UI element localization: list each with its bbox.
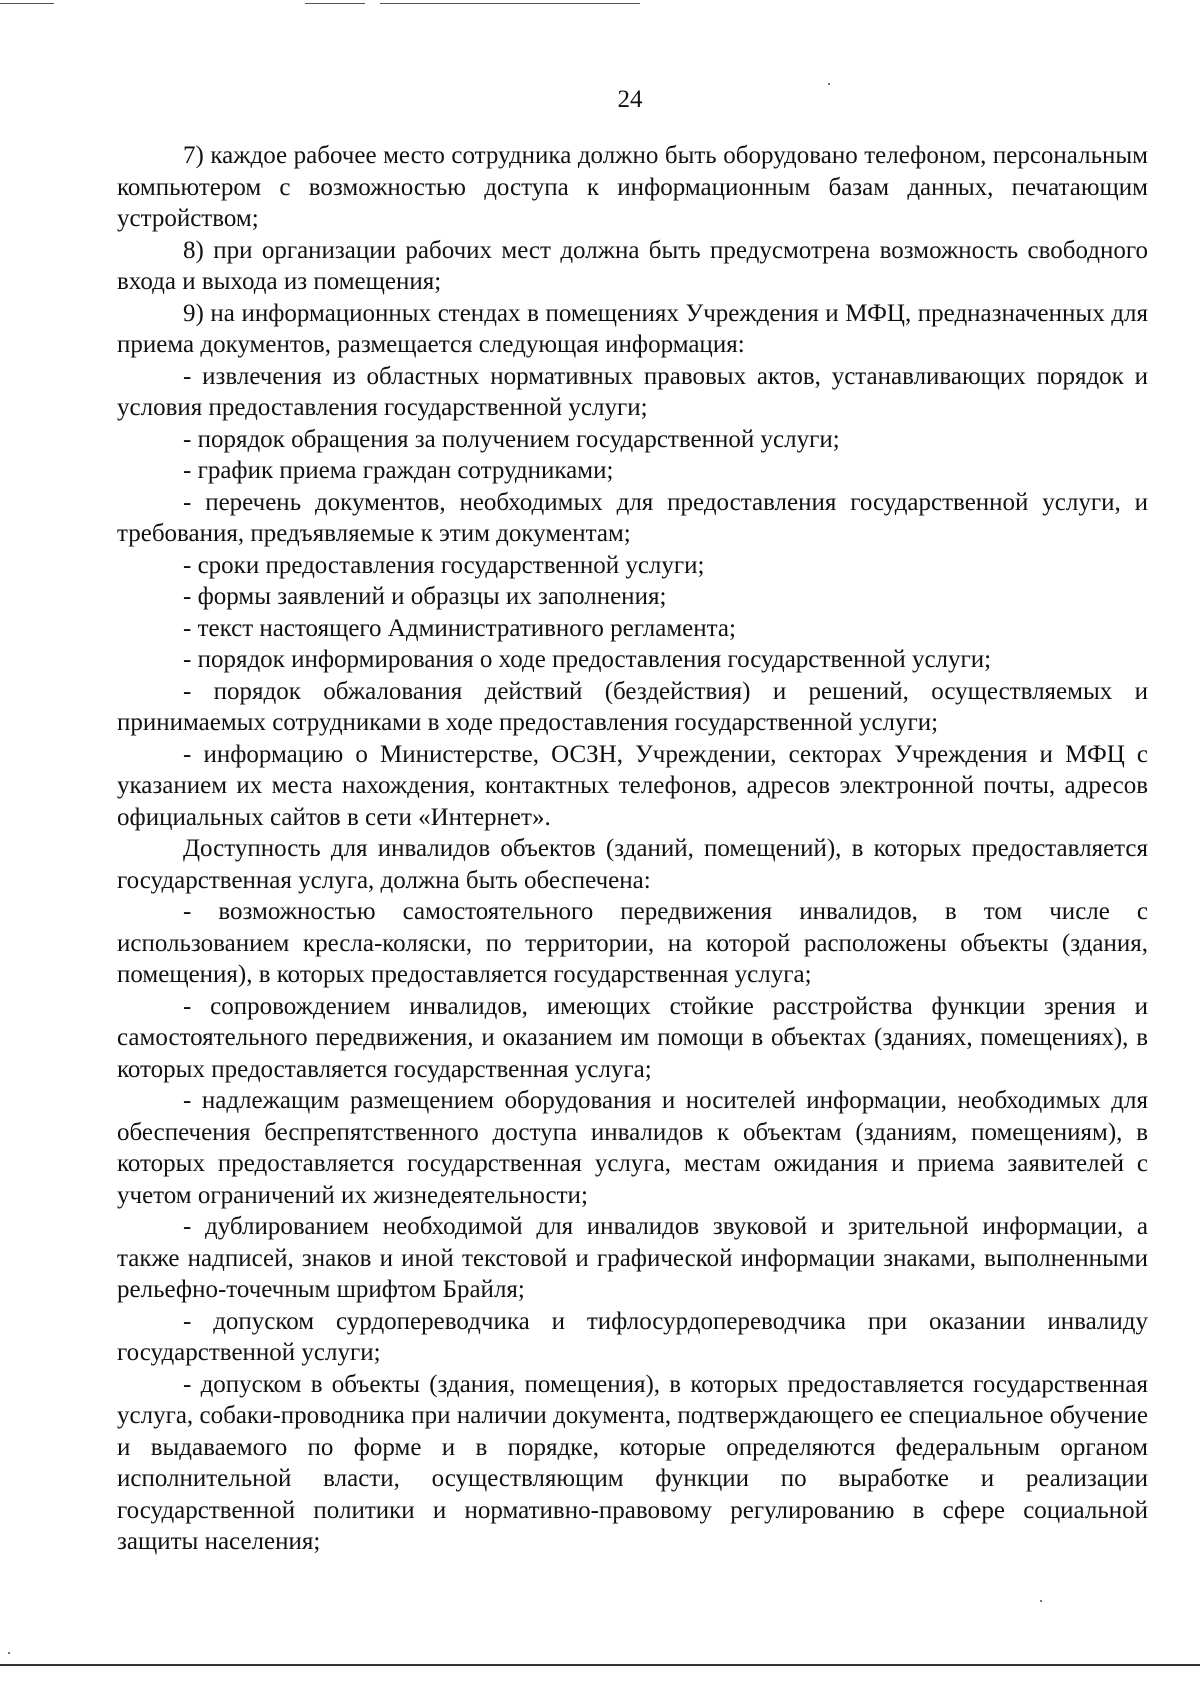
page-number: 24 <box>617 86 643 113</box>
list-item: - допуском сурдопереводчика и тифлосурдопереводчика при оказании инвалиду государственной услуги; <box>117 1307 1148 1366</box>
list-item: - перечень документов, необходимых для предоставления государственной услуги, и требования, предъявляемые к этим документам; <box>117 488 1148 547</box>
list-item: - порядок обращения за получением государственной услуги; <box>183 425 840 453</box>
scan-bottom-edge <box>0 1664 1200 1666</box>
scan-edge-line <box>380 3 640 4</box>
list-item: - надлежащим размещением оборудования и носителей информации, необходимых для обеспечения беспрепятственного доступа инвалидов к объектам (зданиям, помещениям), в которых предоставляется государственная услуга, местам ожидания и приема заявителей с учетом ограничений их жизнедеятельности; <box>117 1087 1148 1209</box>
scan-speck <box>8 1652 10 1654</box>
document-body <box>117 140 1148 1558</box>
paragraph: 9) на информационных стендах в помещениях Учреждения и МФЦ, предназначенных для приема документов, размещается следующая информация: <box>117 299 1148 358</box>
scan-speck <box>1040 1600 1042 1602</box>
paragraph: 7) каждое рабочее место сотрудника должно быть оборудовано телефоном, персональным компьютером с возможностью доступа к информационным базам данных, печатающим устройством; <box>117 142 1148 232</box>
list-item: - возможностью самостоятельного передвижения инвалидов, в том числе с использованием кресла-коляски, по территории, на которой расположены объекты (здания, помещения), в которых предоставляется государственная услуга; <box>117 898 1148 988</box>
scan-edge-line <box>0 3 54 4</box>
list-item: - информацию о Министерстве, ОСЗН, Учреждении, секторах Учреждения и МФЦ с указанием их места нахождения, контактных телефонов, адресов электронной почты, адресов официальных сайтов в сети «Интернет». <box>117 740 1148 831</box>
list-item: - допуском в объекты (здания, помещения), в которых предоставляется государственная услуга, собаки-проводника при наличии документа, подтверждающего ее специальное обучение и выдаваемого по форме и в порядке, которые определяются федеральным органом исполнительной власти, осуществляющим функции по выработке и реализации государственной политики и нормативно-правовому регулированию в сфере социальной защиты населения; <box>117 1370 1148 1555</box>
list-item: - сроки предоставления государственной услуги; <box>183 551 705 579</box>
list-item: - сопровождением инвалидов, имеющих стойкие расстройства функции зрения и самостоятельного передвижения, и оказанием им помощи в объектах (зданиях, помещениях), в которых предоставляется государственная услуга; <box>117 992 1148 1083</box>
list-item: - дублированием необходимой для инвалидов звуковой и зрительной информации, а также надписей, знаков и иной текстовой и графической информации знаками, выполненными рельефно-точечным шрифтом Брайля; <box>117 1213 1148 1303</box>
list-item: - формы заявлений и образцы их заполнения; <box>183 583 667 610</box>
paragraph: 8) при организации рабочих мест должна быть предусмотрена возможность свободного входа и выхода из помещения; <box>117 236 1148 295</box>
list-item: - текст настоящего Административного регламента; <box>183 614 736 642</box>
scan-edge-line <box>305 3 365 4</box>
scan-speck <box>828 83 830 85</box>
list-item: - порядок обжалования действий (бездействия) и решений, осуществляемых и принимаемых сотрудниками в ходе предоставления государственной услуги; <box>117 677 1148 736</box>
list-item: - порядок информирования о ходе предоставления государственной услуги; <box>183 646 992 673</box>
list-item: - график приема граждан сотрудниками; <box>183 457 614 484</box>
list-item: - извлечения из областных нормативных правовых актов, устанавливающих порядок и условия предоставления государственной услуги; <box>117 362 1148 421</box>
paragraph: Доступность для инвалидов объектов (зданий, помещений), в которых предоставляется государственная услуга, должна быть обеспечена: <box>117 835 1148 894</box>
